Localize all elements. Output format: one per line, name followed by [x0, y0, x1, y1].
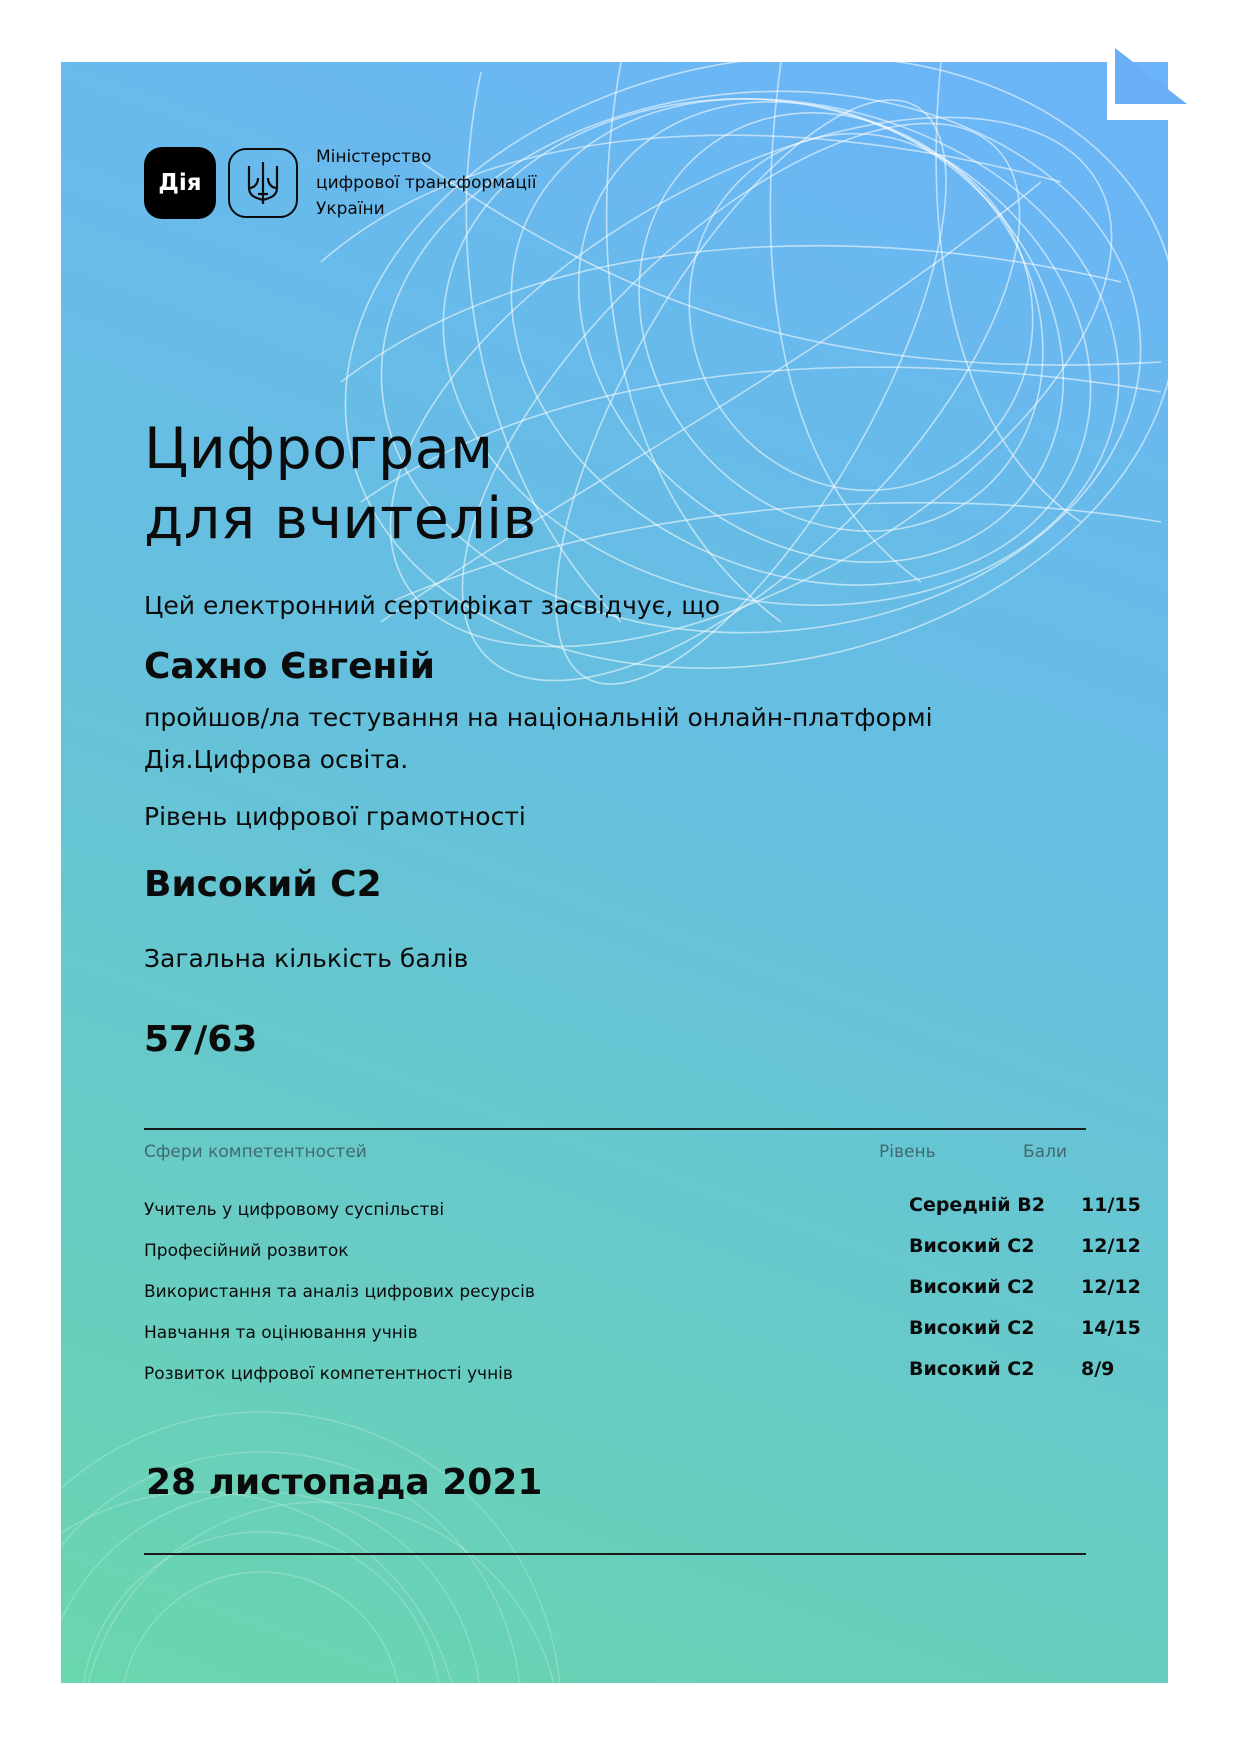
competence-area: Розвиток цифрової компетентності учнів — [144, 1364, 513, 1384]
table-header-score: Бали — [1023, 1142, 1067, 1162]
competence-score: 14/15 — [1081, 1317, 1141, 1339]
passed-text — [144, 697, 933, 781]
competence-level: Високий С2 — [909, 1317, 1035, 1339]
level-label: Рівень цифрової грамотності — [144, 802, 526, 831]
score-value: 57/63 — [144, 1019, 258, 1060]
competence-level: Середній В2 — [909, 1194, 1045, 1216]
competence-area: Учитель у цифровому суспільстві — [144, 1200, 445, 1220]
title-line: для вчителів — [144, 486, 537, 552]
score-label: Загальна кількість балів — [144, 944, 469, 973]
competence-area: Використання та аналіз цифрових ресурсів — [144, 1282, 535, 1302]
certificate-title — [144, 414, 537, 554]
table-row — [144, 1317, 1141, 1349]
certificate-background — [61, 62, 1168, 1683]
table-row — [144, 1276, 1141, 1308]
divider-top — [144, 1128, 1086, 1130]
competence-area: Навчання та оцінювання учнів — [144, 1323, 418, 1343]
competence-level: Високий С2 — [909, 1358, 1035, 1380]
ministry-name — [316, 144, 536, 222]
diia-logo-text: Дія — [158, 170, 202, 196]
title-line: Цифрограм — [144, 416, 494, 482]
competence-level: Високий С2 — [909, 1276, 1035, 1298]
competence-level: Високий С2 — [909, 1235, 1035, 1257]
ministry-line: України — [316, 199, 385, 219]
table-header-level: Рівень — [879, 1142, 936, 1162]
table-header-area: Сфери компетентностей — [144, 1142, 367, 1162]
passed-line: пройшов/ла тестування на національній онлайн-платформі — [144, 703, 933, 732]
passed-line: Дія.Цифрова освіта. — [144, 745, 409, 774]
ministry-line: цифрової трансформації — [316, 173, 537, 193]
tryzub-emblem-icon — [228, 148, 298, 218]
divider-bottom — [144, 1553, 1086, 1555]
competence-area: Професійний розвиток — [144, 1241, 349, 1261]
table-row — [144, 1235, 1141, 1267]
competence-score: 8/9 — [1081, 1358, 1115, 1380]
diia-logo — [144, 147, 216, 219]
table-row — [144, 1358, 1115, 1390]
header-logos — [144, 144, 536, 222]
competence-score: 12/12 — [1081, 1276, 1141, 1298]
table-row — [144, 1194, 1141, 1226]
recipient-name: Сахно Євгеній — [144, 646, 435, 687]
certificate-date: 28 листопада 2021 — [146, 1462, 543, 1503]
level-value: Високий С2 — [144, 864, 382, 905]
folded-corner-icon — [1107, 48, 1187, 128]
competence-score: 12/12 — [1081, 1235, 1141, 1257]
intro-text: Цей електронний сертифікат засвідчує, що — [144, 591, 721, 620]
ministry-line: Міністерство — [316, 147, 432, 167]
competence-score: 11/15 — [1081, 1194, 1141, 1216]
